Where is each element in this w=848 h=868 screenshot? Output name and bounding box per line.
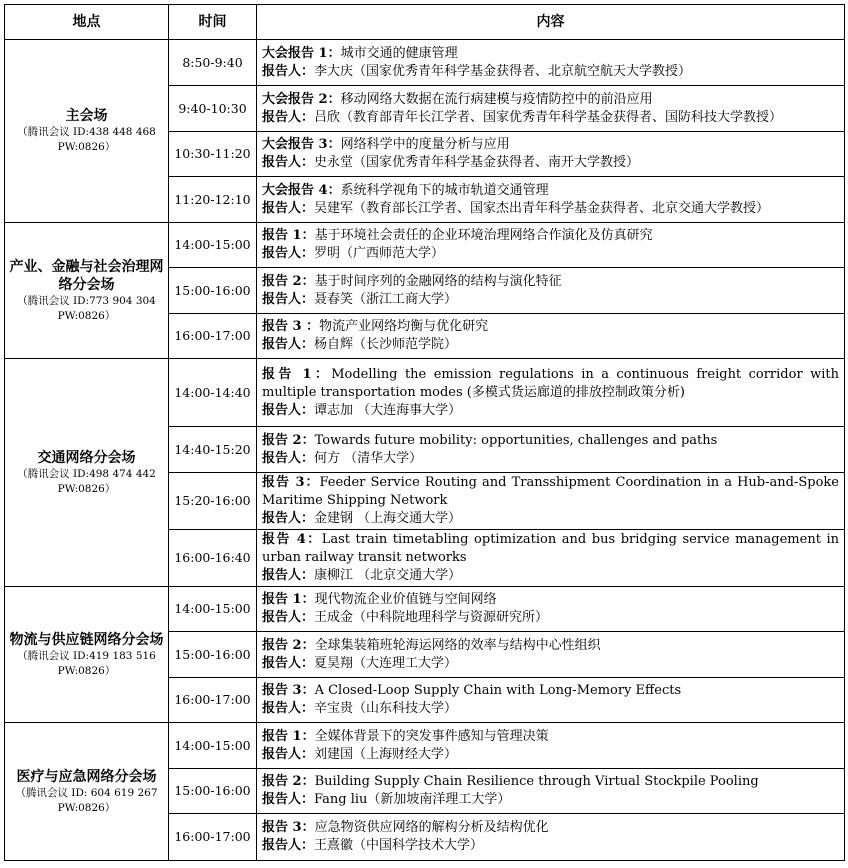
speaker-label: 报告人：	[262, 109, 315, 125]
session-time: 16:00-17:00	[169, 814, 257, 861]
report-line	[262, 432, 839, 450]
report-label: 报告 3：	[262, 683, 315, 698]
session-content	[257, 40, 845, 86]
session-time: 10:30-11:20	[169, 132, 257, 177]
session-content	[257, 723, 845, 769]
session-time: 15:00-16:00	[169, 268, 257, 314]
header-location: 地点	[5, 5, 169, 40]
speaker-label: 报告人：	[262, 291, 315, 307]
report-title: 全媒体背景下的突发事件感知与管理决策	[314, 728, 549, 744]
report-title: 城市交通的健康管理	[340, 45, 458, 61]
session-content	[257, 86, 845, 132]
session-content	[257, 177, 845, 223]
venue-name: 交通网络分会场	[37, 449, 136, 466]
speaker-name: 吕欣（教育部青年长江学者、国家优秀青年科学基金获得者、国防科技大学教授）	[314, 109, 783, 125]
venue-meeting-info: （腾讯会议 ID: 604 619 267	[15, 786, 158, 799]
venue-name: 产业、金融与社会治理网络分会场	[9, 258, 164, 293]
speaker-name: Fang liu（新加坡南洋理工大学）	[314, 792, 511, 807]
report-label: 大会报告 1：	[262, 45, 341, 61]
speaker-name: 史永堂（国家优秀青年科学基金获得者、南开大学教授）	[314, 155, 640, 170]
venue-name: 主会场	[65, 108, 108, 124]
speaker-line	[262, 154, 839, 172]
report-title: Modelling the emission regulations in a continuous freight corridor with multiple transportation modes (多模式货运廊道的排放控制政策分析)	[262, 366, 840, 400]
session-time: 8:50-9:40	[169, 40, 257, 86]
report-label: 报告 4：	[262, 532, 322, 547]
report-line	[262, 728, 839, 746]
report-title: 应急物资供应网络的解构分析及结构优化	[314, 820, 549, 835]
speaker-line	[262, 655, 839, 673]
report-label: 大会报告 3：	[262, 137, 341, 152]
header-content: 内容	[257, 5, 845, 40]
venue-meeting-info: （腾讯会议 ID:773 904 304	[17, 294, 156, 307]
session-row	[5, 40, 845, 86]
header-row	[5, 5, 845, 40]
session-time: 15:00-16:00	[169, 769, 257, 814]
speaker-label: 报告人：	[262, 701, 315, 716]
speaker-line	[262, 450, 839, 468]
report-title: 基于时间序列的金融网络的结构与演化特征	[314, 273, 562, 289]
speaker-name: 罗明（广西师范大学）	[314, 246, 445, 261]
report-label: 报告 1：	[262, 728, 315, 744]
report-title: 基于环境社会责任的企业环境治理网络合作演化及仿真研究	[314, 228, 653, 243]
speaker-line	[262, 837, 839, 855]
report-line	[262, 531, 839, 567]
speaker-label: 报告人：	[262, 568, 315, 583]
speaker-name: 辛宝贵（山东科技大学）	[314, 701, 458, 716]
speaker-line	[262, 746, 839, 764]
report-title: 全球集装箱班轮海运网络的效率与结构中心性组织	[314, 637, 601, 653]
speaker-name: 金建钢 （上海交通大学）	[314, 511, 462, 526]
session-content	[257, 814, 845, 861]
report-line	[262, 682, 839, 700]
speaker-label: 报告人：	[262, 838, 315, 853]
session-row	[5, 587, 845, 632]
report-label: 大会报告 2：	[262, 91, 341, 107]
speaker-label: 报告人：	[262, 246, 315, 261]
speaker-line	[262, 63, 839, 81]
session-time: 15:00-16:00	[169, 632, 257, 678]
session-content	[257, 132, 845, 177]
speaker-line	[262, 109, 839, 127]
report-line	[262, 182, 839, 200]
report-line	[262, 819, 839, 837]
session-time: 16:00-17:00	[169, 314, 257, 359]
speaker-label: 报告人：	[262, 402, 315, 418]
venue-meeting-info: （腾讯会议 ID:498 474 442	[17, 467, 156, 480]
speaker-name: 李大庆（国家优秀青年科学基金获得者、北京航空航天大学教授）	[314, 63, 692, 79]
report-title: Feeder Service Routing and Transshipment Coordination in a Hub-and-Spoke Maritime Shipping Network	[262, 475, 839, 508]
speaker-name: 杨自辉（长沙师范学院）	[314, 337, 458, 352]
speaker-label: 报告人：	[262, 610, 315, 625]
header-time: 时间	[169, 5, 257, 40]
report-title: Towards future mobility: opportunities, challenges and paths	[314, 432, 718, 448]
venue-cell	[5, 359, 169, 587]
session-row	[5, 723, 845, 769]
speaker-line	[262, 609, 839, 627]
report-title: 系统科学视角下的城市轨道交通管理	[340, 182, 549, 198]
venue-name: 医疗与应急网络分会场	[16, 768, 157, 785]
speaker-line	[262, 245, 839, 263]
report-label: 大会报告 4：	[262, 182, 341, 198]
speaker-label: 报告人：	[262, 511, 315, 526]
session-time: 16:00-17:00	[169, 678, 257, 723]
speaker-name: 夏昊翔（大连理工大学）	[314, 655, 458, 671]
speaker-label: 报告人：	[262, 792, 315, 807]
speaker-name: 刘建国（上海财经大学）	[314, 746, 458, 762]
speaker-line	[262, 291, 839, 309]
venue-meeting-info: PW:0826）	[57, 309, 116, 322]
report-line	[262, 45, 839, 63]
report-line	[262, 366, 839, 402]
venue-meeting-info: PW:0826）	[57, 482, 116, 495]
report-label: 报告 2：	[262, 432, 315, 448]
speaker-name: 何方 （清华大学）	[314, 450, 423, 466]
report-title: Last train timetabling optimization and bus bridging service management in urban railway transit networks	[262, 532, 839, 565]
venue-cell	[5, 40, 169, 223]
session-time: 15:20-16:00	[169, 473, 257, 530]
session-content	[257, 769, 845, 814]
report-title: Building Supply Chain Resilience through Virtual Stockpile Pooling	[314, 774, 759, 789]
speaker-name: 聂春笑（浙江工商大学）	[314, 291, 458, 307]
schedule-table	[4, 4, 845, 861]
report-line	[262, 273, 839, 291]
report-label: 报告 3 ：	[262, 319, 320, 334]
session-row	[5, 359, 845, 427]
speaker-line	[262, 510, 839, 528]
session-content	[257, 223, 845, 268]
speaker-label: 报告人：	[262, 155, 315, 170]
session-content	[257, 587, 845, 632]
session-time: 11:20-12:10	[169, 177, 257, 223]
speaker-name: 王熹徽（中国科学技术大学）	[314, 838, 484, 853]
report-title: A Closed-Loop Supply Chain with Long-Memory Effects	[314, 683, 682, 698]
session-content	[257, 314, 845, 359]
speaker-name: 康柳江 （北京交通大学）	[314, 568, 462, 583]
report-title: 移动网络大数据在流行病建模与疫情防控中的前沿应用	[340, 91, 653, 107]
speaker-name: 吴建军（教育部长江学者、国家杰出青年科学基金获得者、北京交通大学教授）	[314, 200, 770, 216]
report-line	[262, 318, 839, 336]
report-title: 网络科学中的度量分析与应用	[340, 137, 510, 152]
report-line	[262, 227, 839, 245]
report-label: 报告 2：	[262, 774, 315, 789]
session-content	[257, 473, 845, 530]
report-line	[262, 136, 839, 154]
speaker-label: 报告人：	[262, 450, 315, 466]
speaker-label: 报告人：	[262, 337, 315, 352]
venue-meeting-info: （腾讯会议 ID:419 183 516	[17, 649, 156, 662]
report-label: 报告 1：	[262, 592, 315, 607]
session-content	[257, 530, 845, 587]
speaker-line	[262, 336, 839, 354]
report-line	[262, 637, 839, 655]
report-label: 报告 2：	[262, 273, 315, 289]
report-title: 物流产业网络均衡与优化研究	[319, 319, 489, 334]
speaker-name: 谭志加 （大连海事大学）	[314, 402, 462, 418]
report-line	[262, 474, 839, 510]
session-time: 14:00-14:40	[169, 359, 257, 427]
venue-cell	[5, 223, 169, 359]
speaker-label: 报告人：	[262, 63, 315, 79]
session-content	[257, 632, 845, 678]
session-time: 14:00-15:00	[169, 223, 257, 268]
report-label: 报告 1：	[262, 366, 332, 382]
report-line	[262, 773, 839, 791]
session-time: 14:00-15:00	[169, 587, 257, 632]
session-content	[257, 678, 845, 723]
report-label: 报告 3：	[262, 820, 315, 835]
session-time: 14:00-15:00	[169, 723, 257, 769]
venue-meeting-info: PW:0826）	[57, 664, 116, 677]
session-content	[257, 427, 845, 473]
speaker-line	[262, 791, 839, 809]
speaker-line	[262, 402, 839, 420]
venue-meeting-info: （腾讯会议 ID:438 448 468	[17, 126, 156, 138]
session-time: 14:40-15:20	[169, 427, 257, 473]
report-line	[262, 591, 839, 609]
report-label: 报告 1：	[262, 228, 315, 243]
speaker-name: 王成金（中科院地理科学与资源研究所）	[314, 610, 549, 625]
speaker-line	[262, 200, 839, 218]
speaker-line	[262, 700, 839, 718]
venue-cell	[5, 723, 169, 861]
speaker-line	[262, 567, 839, 585]
speaker-label: 报告人：	[262, 200, 315, 216]
report-label: 报告 3：	[262, 475, 320, 490]
venue-meeting-info: PW:0826）	[57, 801, 116, 814]
schedule-body	[5, 40, 845, 861]
session-content	[257, 268, 845, 314]
report-label: 报告 2：	[262, 637, 315, 653]
speaker-label: 报告人：	[262, 746, 315, 762]
report-line	[262, 91, 839, 109]
session-time: 9:40-10:30	[169, 86, 257, 132]
session-time: 16:00-16:40	[169, 530, 257, 587]
report-title: 现代物流企业价值链与空间网络	[314, 592, 497, 607]
session-row	[5, 223, 845, 268]
venue-cell	[5, 587, 169, 723]
venue-meeting-info: PW:0826）	[57, 141, 116, 153]
speaker-label: 报告人：	[262, 655, 315, 671]
venue-name: 物流与供应链网络分会场	[9, 631, 164, 648]
session-content	[257, 359, 845, 427]
